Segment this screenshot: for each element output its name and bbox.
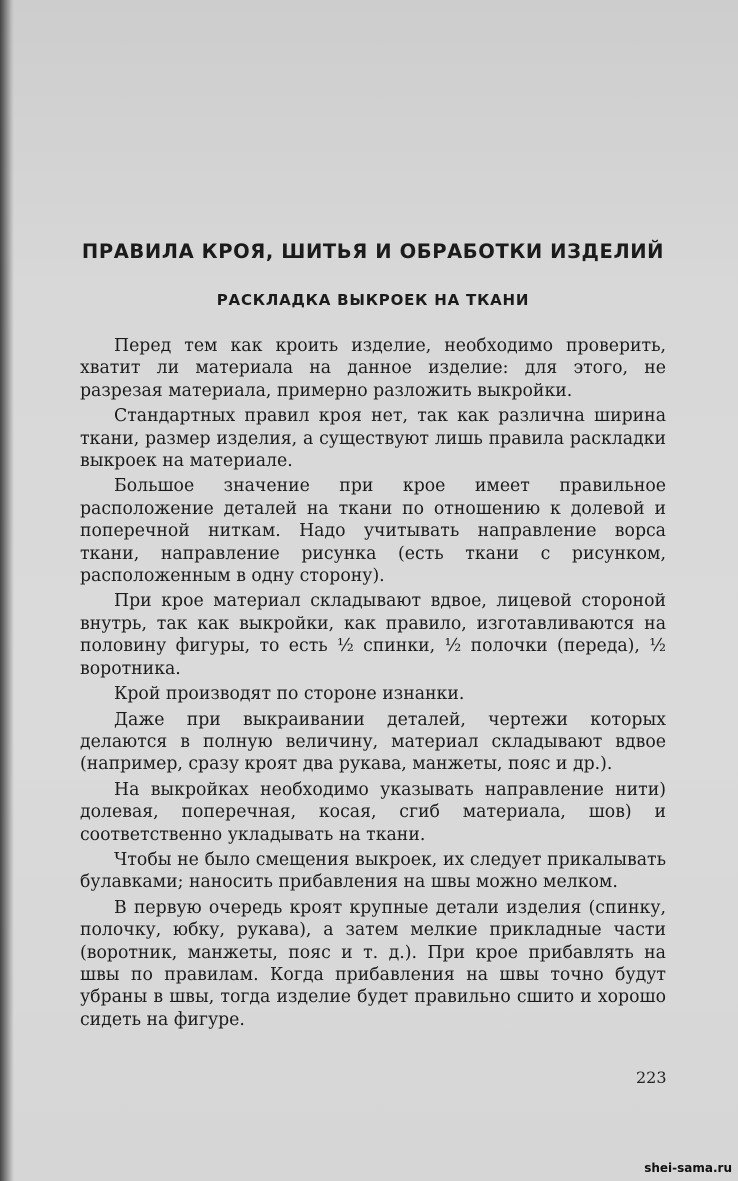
paragraph: В первую очередь кроят крупные детали изделия (спинку, полочку, юбку, рукава), а затем мелкие прикладные части (воротник, манжеты, пояс и т. д.). При крое прибавлять на швы по правилам. Когда прибавления на швы точно будут убраны в швы, тогда изделие будет правильно сшито и хорошо сидеть на фигуре. xyxy=(80,897,666,1030)
site-watermark: shei-sama.ru xyxy=(644,1161,732,1175)
paragraph: Чтобы не было смещения выкроек, их следует прикалывать булавками; наносить прибавления на швы можно мелком. xyxy=(80,849,666,893)
paragraph: Крой производят по стороне изнанки. xyxy=(114,684,465,705)
paragraph: При крое материал складывают вдвое, лицевой стороной внутрь, так как выкройки, как правило, изготавливаются на половину фигуры, то есть ½ спинки, ½ полочки (переда), ½ воротника. xyxy=(80,591,666,679)
paragraph: На выкройках необходимо указывать направление нити) долевая, поперечная, косая, сгиб материала, шов) и соответственно укладывать на ткани. xyxy=(80,779,666,845)
paragraph: Даже при выкраивании деталей, чертежи которых делаются в полную величину, материал складывают вдвое (например, сразу кроят два рукава, манжеты, пояс и др.). xyxy=(80,709,666,775)
paragraph: Перед тем как кроить изделие, необходимо проверить, хватит ли материала на данное изделие: для этого, не разрезая материала, примерно разложить выкройки. xyxy=(80,336,666,401)
section-title: РАСКЛАДКА ВЫКРОЕК НА ТКАНИ xyxy=(216,291,530,309)
paragraph: Стандартных правил кроя нет, так как различна ширина ткани, размер изделия, а существуют лишь правила раскладки выкроек на материале. xyxy=(80,406,666,472)
paragraph: Большое значение при крое имеет правильное расположение деталей на ткани по отношению к долевой и поперечной ниткам. Надо учитывать направление ворса ткани, направление рисунка (есть ткани с рисунком, расположенным в одну сторону). xyxy=(80,476,666,587)
page-text-block xyxy=(80,240,666,1034)
chapter-title: ПРАВИЛА КРОЯ, ШИТЬЯ И ОБРАБОТКИ ИЗДЕЛИЙ xyxy=(81,240,665,263)
page-binding-edge xyxy=(0,0,14,1181)
page-number: 223 xyxy=(636,1068,667,1087)
